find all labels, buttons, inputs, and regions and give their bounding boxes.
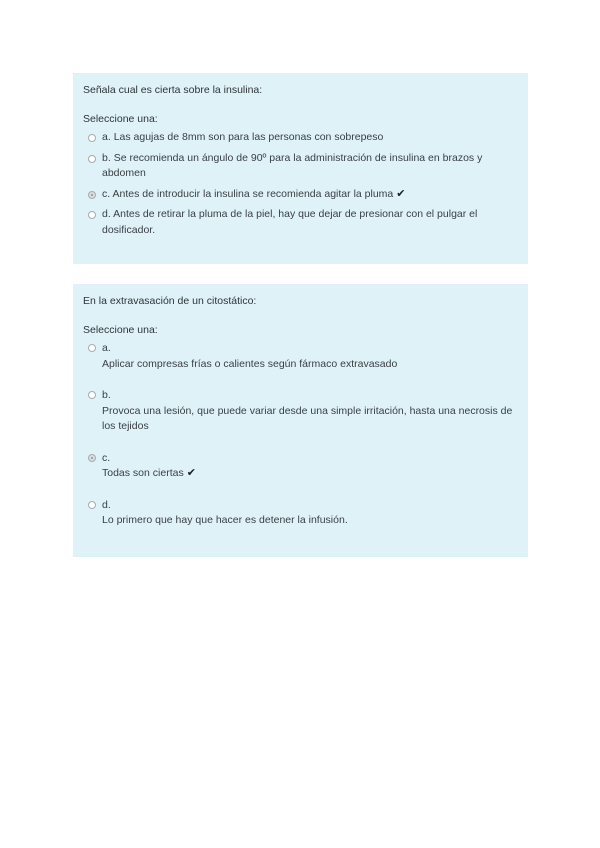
option-letter: d. [102,498,111,511]
option-letter: a. [102,131,111,143]
option-text-line [102,466,518,482]
option-letter: d. [102,208,111,220]
question-card-2 [73,284,528,557]
option-text-line [102,357,518,373]
radio-button[interactable] [88,391,96,399]
option-text: Todas son ciertas [102,467,184,479]
option-letter: b. [102,389,111,401]
answer-option-d[interactable] [83,207,518,238]
option-letter: c. [102,451,111,464]
radio-button[interactable] [88,155,96,163]
answer-option-a[interactable] [83,341,518,372]
option-text: Lo primero que hay que hacer es detener la infusión. [102,514,348,526]
answer-option-d[interactable] [83,498,518,529]
answer-options [83,130,518,238]
answer-option-c[interactable] [83,187,518,203]
radio-button[interactable] [88,134,96,142]
option-letter: b. [102,151,111,164]
select-prompt: Seleccione una: [83,113,158,125]
answer-option-a[interactable] [83,130,518,146]
option-letter: c. [102,187,111,200]
option-text: Antes de introducir la insulina se recomienda agitar la pluma [112,187,394,200]
option-text: Aplicar compresas frías o calientes según fármaco extravasado [102,357,398,370]
option-text-line [102,404,518,435]
question-text: Señala cual es cierta sobre la insulina: [83,84,263,96]
check-mark-icon: ✔ [186,467,196,479]
check-mark-icon: ✔ [396,187,406,200]
option-text: Se recomienda un ángulo de 90º para la administración de insulina en brazos y abdomen [102,151,483,179]
option-text: Antes de retirar la pluma de la piel, hay que dejar de presionar con el pulgar el dosificador. [102,208,478,236]
radio-button[interactable] [88,211,96,219]
option-text: Provoca una lesión, que puede variar desde una simple irritación, hasta una necrosis de los tejidos [102,404,513,432]
answer-option-b[interactable] [83,151,518,182]
answer-option-c[interactable] [83,451,518,482]
radio-button[interactable] [88,454,96,462]
answer-options [83,341,518,529]
radio-button[interactable] [88,191,96,199]
question-card-1 [73,73,528,264]
question-text: En la extravasación de un citostático: [83,295,257,307]
option-text: Las agujas de 8mm son para las personas con sobrepeso [113,131,384,143]
answer-option-b[interactable] [83,388,518,435]
radio-button[interactable] [88,501,96,509]
radio-button[interactable] [88,344,96,352]
option-letter: a. [102,342,111,354]
select-prompt: Seleccione una: [83,324,158,336]
option-text-line [102,513,518,529]
